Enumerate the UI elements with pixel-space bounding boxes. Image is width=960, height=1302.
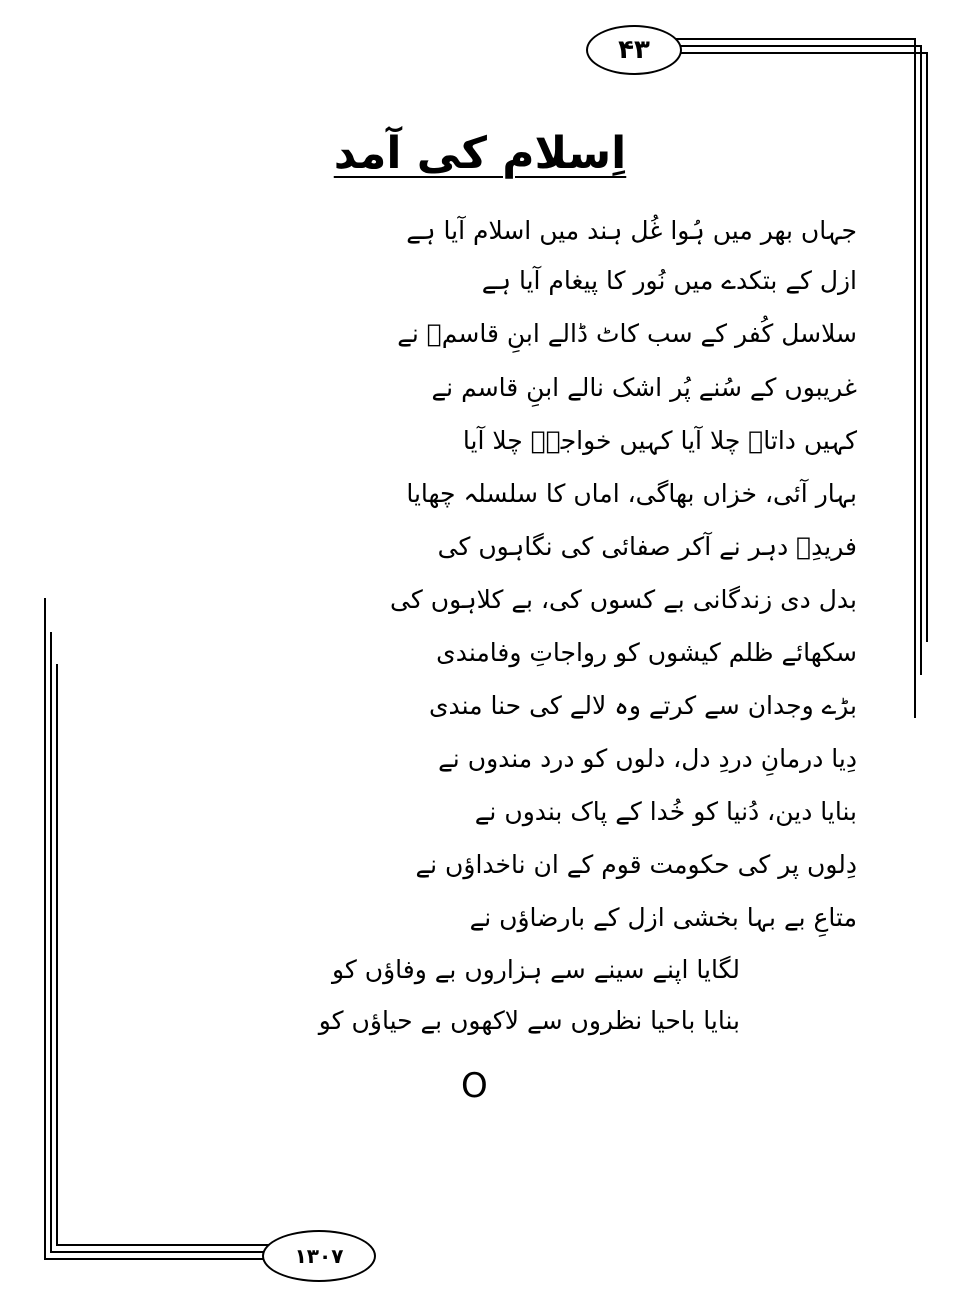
verse-line-11: دِیا درمانِ دردِ دل، دلوں کو درد مندوں نے: [438, 744, 857, 773]
frame-left-line-3: [56, 664, 58, 1246]
verse-line-13: دِلوں پر کی حکومت قوم کے ان ناخداؤں نے: [415, 850, 857, 879]
poem-title: اِسلام کی آمد: [333, 128, 627, 179]
verse-line-1: جہاں بھر میں ہُوا غُل ہند میں اسلام آیا ہے: [406, 216, 857, 245]
bottom-page-number: ۱۳۰۷: [262, 1230, 376, 1282]
frame-top-line-2: [660, 45, 922, 47]
verse-line-5: کہیں داتاؒ چلا آیا کہیں خواجہؒ چلا آیا: [462, 426, 857, 455]
verse-line-16: بنایا باحیا نظروں سے لاکھوں بے حیاؤں کو: [318, 1006, 740, 1035]
verse-line-14: متاعِ بے بہا بخشی ازل کے بارضاؤں نے: [469, 903, 857, 932]
frame-top-line-1: [660, 38, 916, 40]
verse-line-7: فریدِؒ دہر نے آکر صفائی کی نگاہوں کی: [437, 532, 857, 561]
verse-line-10: بڑے وجدان سے کرتے وہ لالے کی حنا مندی: [428, 691, 857, 720]
frame-top-line-3: [660, 52, 928, 54]
verse-line-6: بہار آئی، خزاں بھاگی، اماں کا سلسلہ چھایا: [406, 479, 857, 508]
verse-line-3: سلاسل کُفر کے سب کاٹ ڈالے ابنِ قاسمؒ نے: [397, 319, 857, 348]
frame-left-line-1: [44, 598, 46, 1260]
verse-line-15: لگایا اپنے سینے سے ہزاروں بے وفاؤں کو: [331, 955, 740, 984]
frame-left-line-2: [50, 632, 52, 1253]
verse-line-8: بدل دی زندگانی بے کسوں کی، بے کلاہوں کی: [390, 585, 857, 614]
verse-line-12: بنایا دین، دُنیا کو خُدا کے پاک بندوں نے: [474, 797, 857, 826]
frame-bottom-line-3: [56, 1244, 300, 1246]
verse-line-2: ازل کے بتکدے میں نُور کا پیغام آیا ہے: [481, 266, 857, 295]
verse-line-9: سکھائے ظلم کیشوں کو رواجاتِ وفامندی: [436, 638, 857, 667]
poem-end-mark: O: [461, 1066, 488, 1106]
verse-line-4: غریبوں کے سُنے پُر اشک نالے ابنِ قاسم نے: [431, 373, 857, 402]
top-page-number: ۴۳: [586, 25, 682, 75]
